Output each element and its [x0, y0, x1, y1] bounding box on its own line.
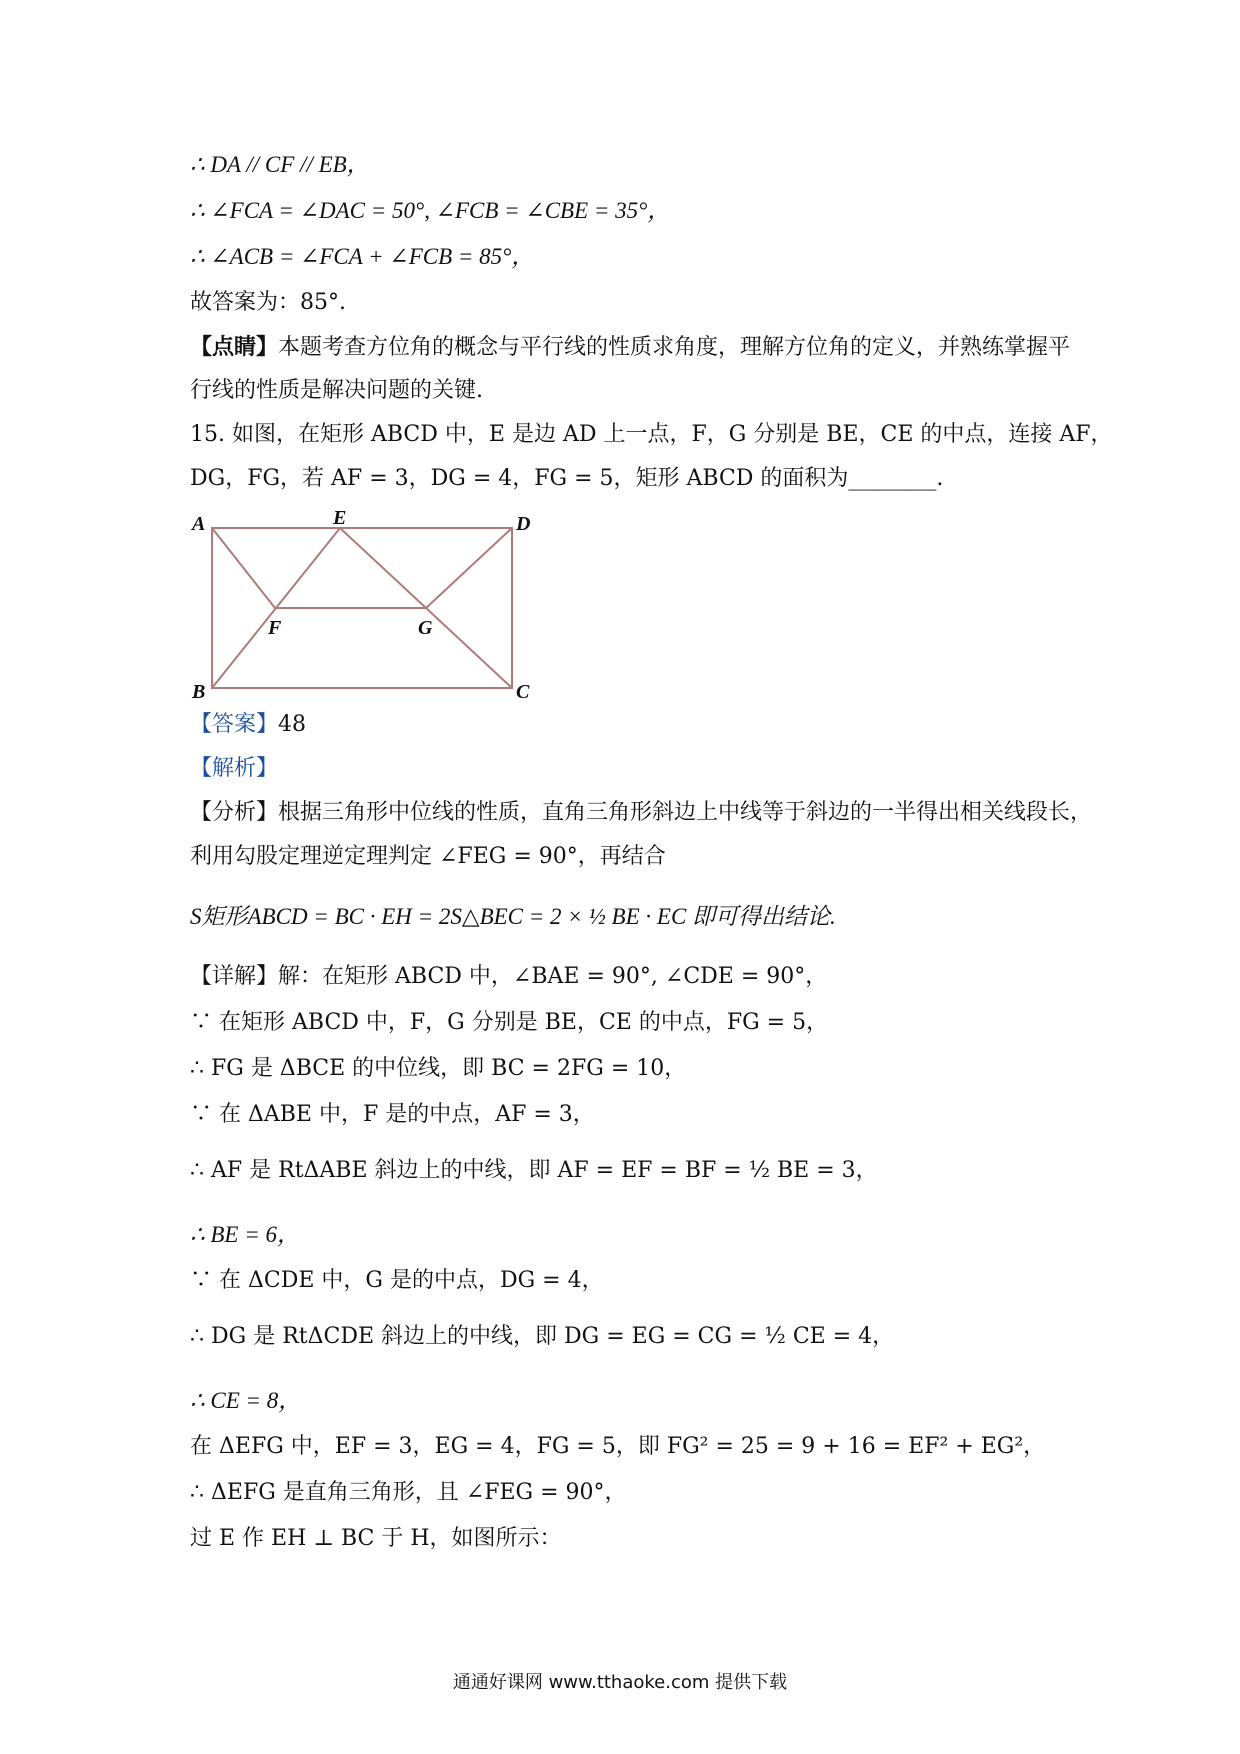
section-tag-answer: 【答案】 [190, 712, 279, 737]
line-text: 故答案为：85°. [190, 290, 346, 315]
label-f: F [268, 617, 282, 639]
line-text: ∵ 在 ΔABE 中，F 是的中点，AF = 3， [190, 1102, 595, 1127]
question-15-line-1 [190, 420, 1113, 450]
text-line-parallel [190, 150, 370, 181]
fenxi-line-1 [190, 798, 1092, 828]
text-line-angles [190, 196, 670, 227]
label-g: G [418, 617, 433, 639]
text-line-answer-prev [190, 288, 346, 318]
detail-line-4 [190, 1100, 595, 1130]
line-text: ∴ FG 是 ΔBCE 的中位线，即 BC = 2FG = 10， [190, 1056, 687, 1081]
section-tag-dianjing: 【点睛】 [190, 334, 279, 360]
question-15-line-2 [190, 464, 943, 494]
label-c: C [516, 681, 530, 700]
line-text: 行线的性质是解决问题的关键. [190, 378, 483, 403]
line-text: ∴ DG 是 RtΔCDE 斜边上的中线，即 DG = EG = CG = ½ CE = 4， [190, 1324, 895, 1349]
section-tag-fenxi: 【分析】 [190, 800, 279, 825]
label-a: A [192, 513, 206, 535]
line-text: 利用勾股定理逆定理判定 ∠FEG = 90°，再结合 [190, 844, 666, 869]
text-line-dianjing-1 [190, 332, 1070, 363]
line-text: ∵ 在矩形 ABCD 中，F，G 分别是 BE，CE 的中点，FG = 5， [190, 1010, 829, 1035]
line-text: 解：在矩形 ABCD 中，∠BAE = 90°, ∠CDE = 90°， [278, 964, 828, 989]
line-text: ∴ ∠ACB = ∠FCA + ∠FCB = 85°， [190, 244, 535, 269]
line-text: DG，FG，若 AF = 3，DG = 4，FG = 5，矩形 ABCD 的面积为________. [190, 466, 944, 491]
line-text: 在 ΔEFG 中，EF = 3，EG = 4，FG = 5，即 FG² = 25 = 9 + 16 = EF² + EG²， [190, 1434, 1046, 1459]
detail-line-6 [190, 1220, 300, 1251]
line-text: 根据三角形中位线的性质，直角三角形斜边上中线等于斜边的一半得出相关线段长， [278, 800, 1093, 825]
fenxi-line-2 [190, 842, 666, 872]
analysis-tag-line [190, 754, 278, 784]
area-formula-line [190, 902, 836, 933]
text-line-acb [190, 242, 534, 273]
line-text: ∴ BE = 6， [190, 1222, 301, 1247]
answer-value: 48 [278, 712, 307, 737]
page-footer: 通通好课网 www.tthaoke.com 提供下载 [452, 1672, 788, 1693]
line-text: 过 E 作 EH ⊥ BC 于 H，如图所示： [190, 1526, 562, 1551]
line-text: ∴ AF 是 RtΔABE 斜边上的中线，即 AF = EF = BF = ½ BE = 3， [190, 1158, 878, 1183]
answer-line [190, 710, 306, 740]
detail-line-12 [190, 1524, 562, 1554]
line-text: 15. 如图，在矩形 ABCD 中，E 是边 AD 上一点，F，G 分别是 BE，CE 的中点，连接 AF， [190, 422, 1113, 447]
detail-line-2 [190, 1008, 828, 1038]
line-text: 本题考查方位角的概念与平行线的性质求角度，理解方位角的定义，并熟练掌握平 [278, 335, 1071, 360]
detail-line-10 [190, 1432, 1045, 1462]
line-text: ∴ DA // CF // EB， [190, 152, 370, 177]
label-b: B [192, 681, 206, 700]
detail-line-5 [190, 1156, 878, 1186]
segment-dg [426, 528, 512, 608]
label-d: D [516, 513, 531, 535]
line-text: ∴ CE = 8， [190, 1388, 302, 1413]
detail-line-7 [190, 1266, 604, 1296]
detail-line-3 [190, 1054, 686, 1084]
detail-line-1 [190, 962, 827, 992]
detail-line-8 [190, 1322, 894, 1352]
segment-af [212, 528, 275, 608]
label-e: E [333, 508, 347, 529]
text-line-dianjing-2 [190, 376, 483, 406]
line-text: ∴ ∠FCA = ∠DAC = 50°, ∠FCB = ∠CBE = 35°， [190, 198, 671, 223]
section-tag-analysis: 【解析】 [190, 756, 279, 781]
line-text: ∵ 在 ΔCDE 中，G 是的中点，DG = 4， [190, 1268, 604, 1293]
detail-line-9 [190, 1386, 301, 1417]
detail-line-11 [190, 1478, 627, 1508]
rectangle-figure [190, 508, 550, 700]
line-text: S矩形ABCD = BC · EH = 2S△BEC = 2 × ½ BE · EC 即可得出结论. [190, 904, 836, 929]
section-tag-detail: 【详解】 [190, 964, 279, 989]
line-text: ∴ ΔEFG 是直角三角形，且 ∠FEG = 90°， [190, 1480, 627, 1505]
